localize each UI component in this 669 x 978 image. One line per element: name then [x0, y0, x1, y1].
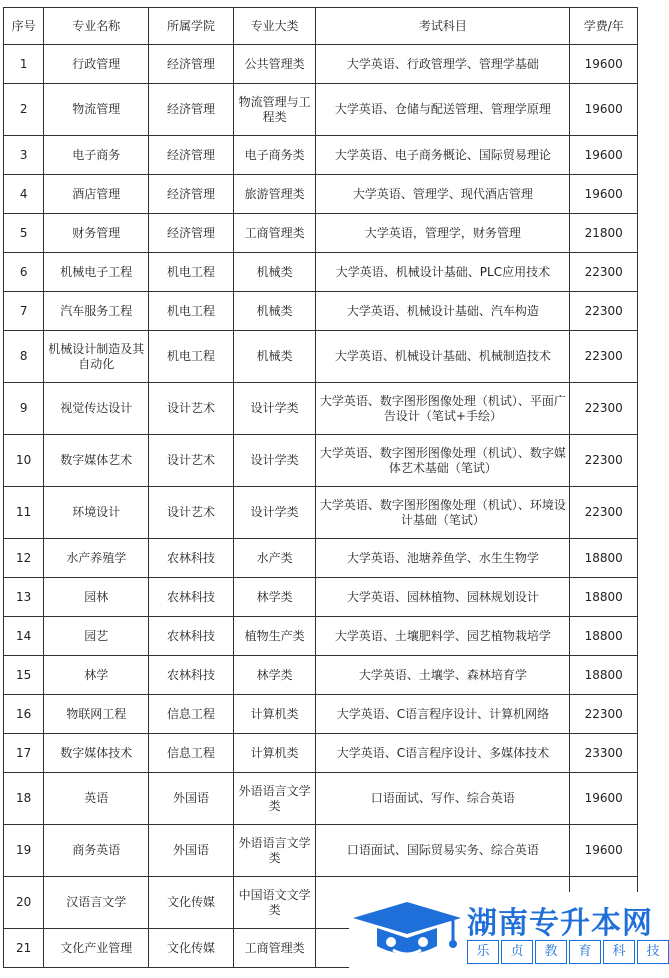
cell-tuition: 18800 — [570, 578, 638, 617]
cell-category: 公共管理类 — [233, 45, 316, 84]
cell-category: 植物生产类 — [233, 617, 316, 656]
cell-college: 经济管理 — [149, 84, 234, 136]
cell-college: 文化传媒 — [149, 929, 234, 968]
cell-major-name: 电子商务 — [44, 136, 149, 175]
cell-index: 8 — [4, 331, 44, 383]
watermark-char: 贞 — [501, 940, 533, 964]
watermark-char: 乐 — [467, 940, 499, 964]
header-major-name: 专业名称 — [44, 8, 149, 45]
table-row — [4, 656, 638, 695]
cell-major-name: 文化产业管理 — [44, 929, 149, 968]
cell-major-name: 园艺 — [44, 617, 149, 656]
cell-college: 文化传媒 — [149, 877, 234, 929]
cell-category: 设计学类 — [233, 487, 316, 539]
table-row — [4, 292, 638, 331]
cell-index: 15 — [4, 656, 44, 695]
table-row — [4, 487, 638, 539]
cell-category: 机械类 — [233, 253, 316, 292]
cell-tuition: 22300 — [570, 383, 638, 435]
cell-index: 13 — [4, 578, 44, 617]
cell-tuition: 22300 — [570, 435, 638, 487]
cell-exam-subjects: 大学英语、仓储与配送管理、管理学原理 — [316, 84, 570, 136]
cell-major-name: 行政管理 — [44, 45, 149, 84]
watermark-char: 教 — [535, 940, 567, 964]
cell-college: 信息工程 — [149, 734, 234, 773]
cell-category: 计算机类 — [233, 734, 316, 773]
table-row — [4, 383, 638, 435]
cell-index: 20 — [4, 877, 44, 929]
cell-tuition: 22300 — [570, 487, 638, 539]
cell-index: 11 — [4, 487, 44, 539]
cell-major-name: 林学 — [44, 656, 149, 695]
cell-category: 物流管理与工程类 — [233, 84, 316, 136]
table-body — [4, 45, 638, 968]
header-college: 所属学院 — [149, 8, 234, 45]
cell-major-name: 水产养殖学 — [44, 539, 149, 578]
cell-exam-subjects: 大学英语、数字图形图像处理（机试）、环境设计基础（笔试） — [316, 487, 570, 539]
cell-category: 机械类 — [233, 331, 316, 383]
cell-tuition: 19600 — [570, 825, 638, 877]
cell-major-name: 财务管理 — [44, 214, 149, 253]
table-row — [4, 435, 638, 487]
table-row — [4, 136, 638, 175]
cell-tuition: 19600 — [570, 773, 638, 825]
cell-tuition: 22300 — [570, 253, 638, 292]
cell-tuition: 19600 — [570, 45, 638, 84]
cell-tuition: 22300 — [570, 331, 638, 383]
header-exam-subjects: 考试科目 — [316, 8, 570, 45]
cell-exam-subjects: 大学英语、C语言程序设计、多媒体技术 — [316, 734, 570, 773]
cell-index: 5 — [4, 214, 44, 253]
cell-exam-subjects: 大学英语、电子商务概论、国际贸易理论 — [316, 136, 570, 175]
cell-index: 18 — [4, 773, 44, 825]
cell-index: 19 — [4, 825, 44, 877]
watermark-badge — [349, 892, 660, 972]
cell-tuition: 23300 — [570, 734, 638, 773]
watermark-title: 湖南专升本网 — [467, 906, 653, 941]
cell-major-name: 数字媒体技术 — [44, 734, 149, 773]
cell-major-name: 酒店管理 — [44, 175, 149, 214]
cell-tuition: 19600 — [570, 84, 638, 136]
cell-major-name: 数字媒体艺术 — [44, 435, 149, 487]
cell-major-name: 环境设计 — [44, 487, 149, 539]
cell-major-name: 汽车服务工程 — [44, 292, 149, 331]
cell-major-name: 物流管理 — [44, 84, 149, 136]
cell-college: 农林科技 — [149, 578, 234, 617]
cell-major-name: 商务英语 — [44, 825, 149, 877]
cell-exam-subjects: 口语面试、写作、综合英语 — [316, 773, 570, 825]
watermark-char: 育 — [569, 940, 601, 964]
cell-exam-subjects: 大学英语、土壤学、森林培育学 — [316, 656, 570, 695]
cell-category: 工商管理类 — [233, 214, 316, 253]
table-row — [4, 578, 638, 617]
table-row — [4, 84, 638, 136]
cell-exam-subjects: 大学英语、数字图形图像处理（机试）、数字媒体艺术基础（笔试） — [316, 435, 570, 487]
cell-major-name: 机械电子工程 — [44, 253, 149, 292]
table-row — [4, 734, 638, 773]
cell-exam-subjects: 口语面试、国际贸易实务、综合英语 — [316, 825, 570, 877]
cell-tuition: 18800 — [570, 617, 638, 656]
cell-index: 1 — [4, 45, 44, 84]
graduation-cap-icon — [349, 898, 465, 966]
cell-category: 旅游管理类 — [233, 175, 316, 214]
cell-category: 林学类 — [233, 578, 316, 617]
cell-exam-subjects: 大学英语、机械设计基础、机械制造技术 — [316, 331, 570, 383]
cell-major-name: 英语 — [44, 773, 149, 825]
cell-tuition: 18800 — [570, 539, 638, 578]
cell-major-name: 机械设计制造及其自动化 — [44, 331, 149, 383]
cell-college: 经济管理 — [149, 214, 234, 253]
header-category: 专业大类 — [233, 8, 316, 45]
cell-index: 3 — [4, 136, 44, 175]
cell-college: 设计艺术 — [149, 383, 234, 435]
table-row — [4, 175, 638, 214]
cell-index: 12 — [4, 539, 44, 578]
cell-college: 经济管理 — [149, 175, 234, 214]
cell-category: 机械类 — [233, 292, 316, 331]
cell-college: 经济管理 — [149, 136, 234, 175]
cell-major-name: 园林 — [44, 578, 149, 617]
cell-category: 外语语言文学类 — [233, 825, 316, 877]
cell-category: 设计学类 — [233, 383, 316, 435]
cell-index: 17 — [4, 734, 44, 773]
cell-college: 设计艺术 — [149, 435, 234, 487]
cell-tuition: 21800 — [570, 214, 638, 253]
header-index: 序号 — [4, 8, 44, 45]
cell-college: 机电工程 — [149, 331, 234, 383]
cell-index: 10 — [4, 435, 44, 487]
cell-exam-subjects: 大学英语、管理学、现代酒店管理 — [316, 175, 570, 214]
cell-category: 电子商务类 — [233, 136, 316, 175]
cell-college: 农林科技 — [149, 539, 234, 578]
table-row — [4, 45, 638, 84]
cell-tuition: 19600 — [570, 136, 638, 175]
table-row — [4, 539, 638, 578]
cell-category: 水产类 — [233, 539, 316, 578]
cell-index: 14 — [4, 617, 44, 656]
cell-major-name: 汉语言文学 — [44, 877, 149, 929]
table-header-row — [4, 8, 638, 45]
cell-index: 16 — [4, 695, 44, 734]
cell-major-name: 物联网工程 — [44, 695, 149, 734]
cell-exam-subjects: 大学英语、机械设计基础、PLC应用技术 — [316, 253, 570, 292]
cell-index: 6 — [4, 253, 44, 292]
table-row — [4, 617, 638, 656]
table-row — [4, 825, 638, 877]
cell-index: 2 — [4, 84, 44, 136]
majors-table — [3, 7, 638, 968]
cell-college: 农林科技 — [149, 617, 234, 656]
table-row — [4, 214, 638, 253]
cell-college: 设计艺术 — [149, 487, 234, 539]
watermark-char: 技 — [637, 940, 669, 964]
cell-exam-subjects: 大学英语、数字图形图像处理（机试）、平面广告设计（笔试+手绘） — [316, 383, 570, 435]
table-row — [4, 253, 638, 292]
cell-exam-subjects: 大学英语、C语言程序设计、计算机网络 — [316, 695, 570, 734]
table-row — [4, 331, 638, 383]
cell-college: 经济管理 — [149, 45, 234, 84]
cell-index: 21 — [4, 929, 44, 968]
cell-tuition: 22300 — [570, 695, 638, 734]
cell-college: 外国语 — [149, 773, 234, 825]
cell-category: 林学类 — [233, 656, 316, 695]
cell-exam-subjects: 大学英语、机械设计基础、汽车构造 — [316, 292, 570, 331]
table-row — [4, 773, 638, 825]
cell-index: 4 — [4, 175, 44, 214]
cell-category: 计算机类 — [233, 695, 316, 734]
cell-category: 外语语言文学类 — [233, 773, 316, 825]
cell-major-name: 视觉传达设计 — [44, 383, 149, 435]
cell-exam-subjects: 大学英语、园林植物、园林规划设计 — [316, 578, 570, 617]
cell-tuition: 22300 — [570, 292, 638, 331]
cell-index: 7 — [4, 292, 44, 331]
table-row — [4, 695, 638, 734]
cell-index: 9 — [4, 383, 44, 435]
cell-tuition: 18800 — [570, 656, 638, 695]
header-tuition: 学费/年 — [570, 8, 638, 45]
cell-exam-subjects: 大学英语、土壤肥料学、园艺植物栽培学 — [316, 617, 570, 656]
cell-college: 信息工程 — [149, 695, 234, 734]
cell-college: 机电工程 — [149, 253, 234, 292]
cell-college: 机电工程 — [149, 292, 234, 331]
cell-category: 中国语文文学类 — [233, 877, 316, 929]
cell-tuition: 19600 — [570, 175, 638, 214]
cell-category: 设计学类 — [233, 435, 316, 487]
cell-exam-subjects: 大学英语、行政管理学、管理学基础 — [316, 45, 570, 84]
cell-college: 农林科技 — [149, 656, 234, 695]
cell-category: 工商管理类 — [233, 929, 316, 968]
cell-exam-subjects: 大学英语、池塘养鱼学、水生生物学 — [316, 539, 570, 578]
cell-exam-subjects: 大学英语，管理学，财务管理 — [316, 214, 570, 253]
watermark-subtitle — [467, 940, 669, 964]
cell-college: 外国语 — [149, 825, 234, 877]
watermark-char: 科 — [603, 940, 635, 964]
